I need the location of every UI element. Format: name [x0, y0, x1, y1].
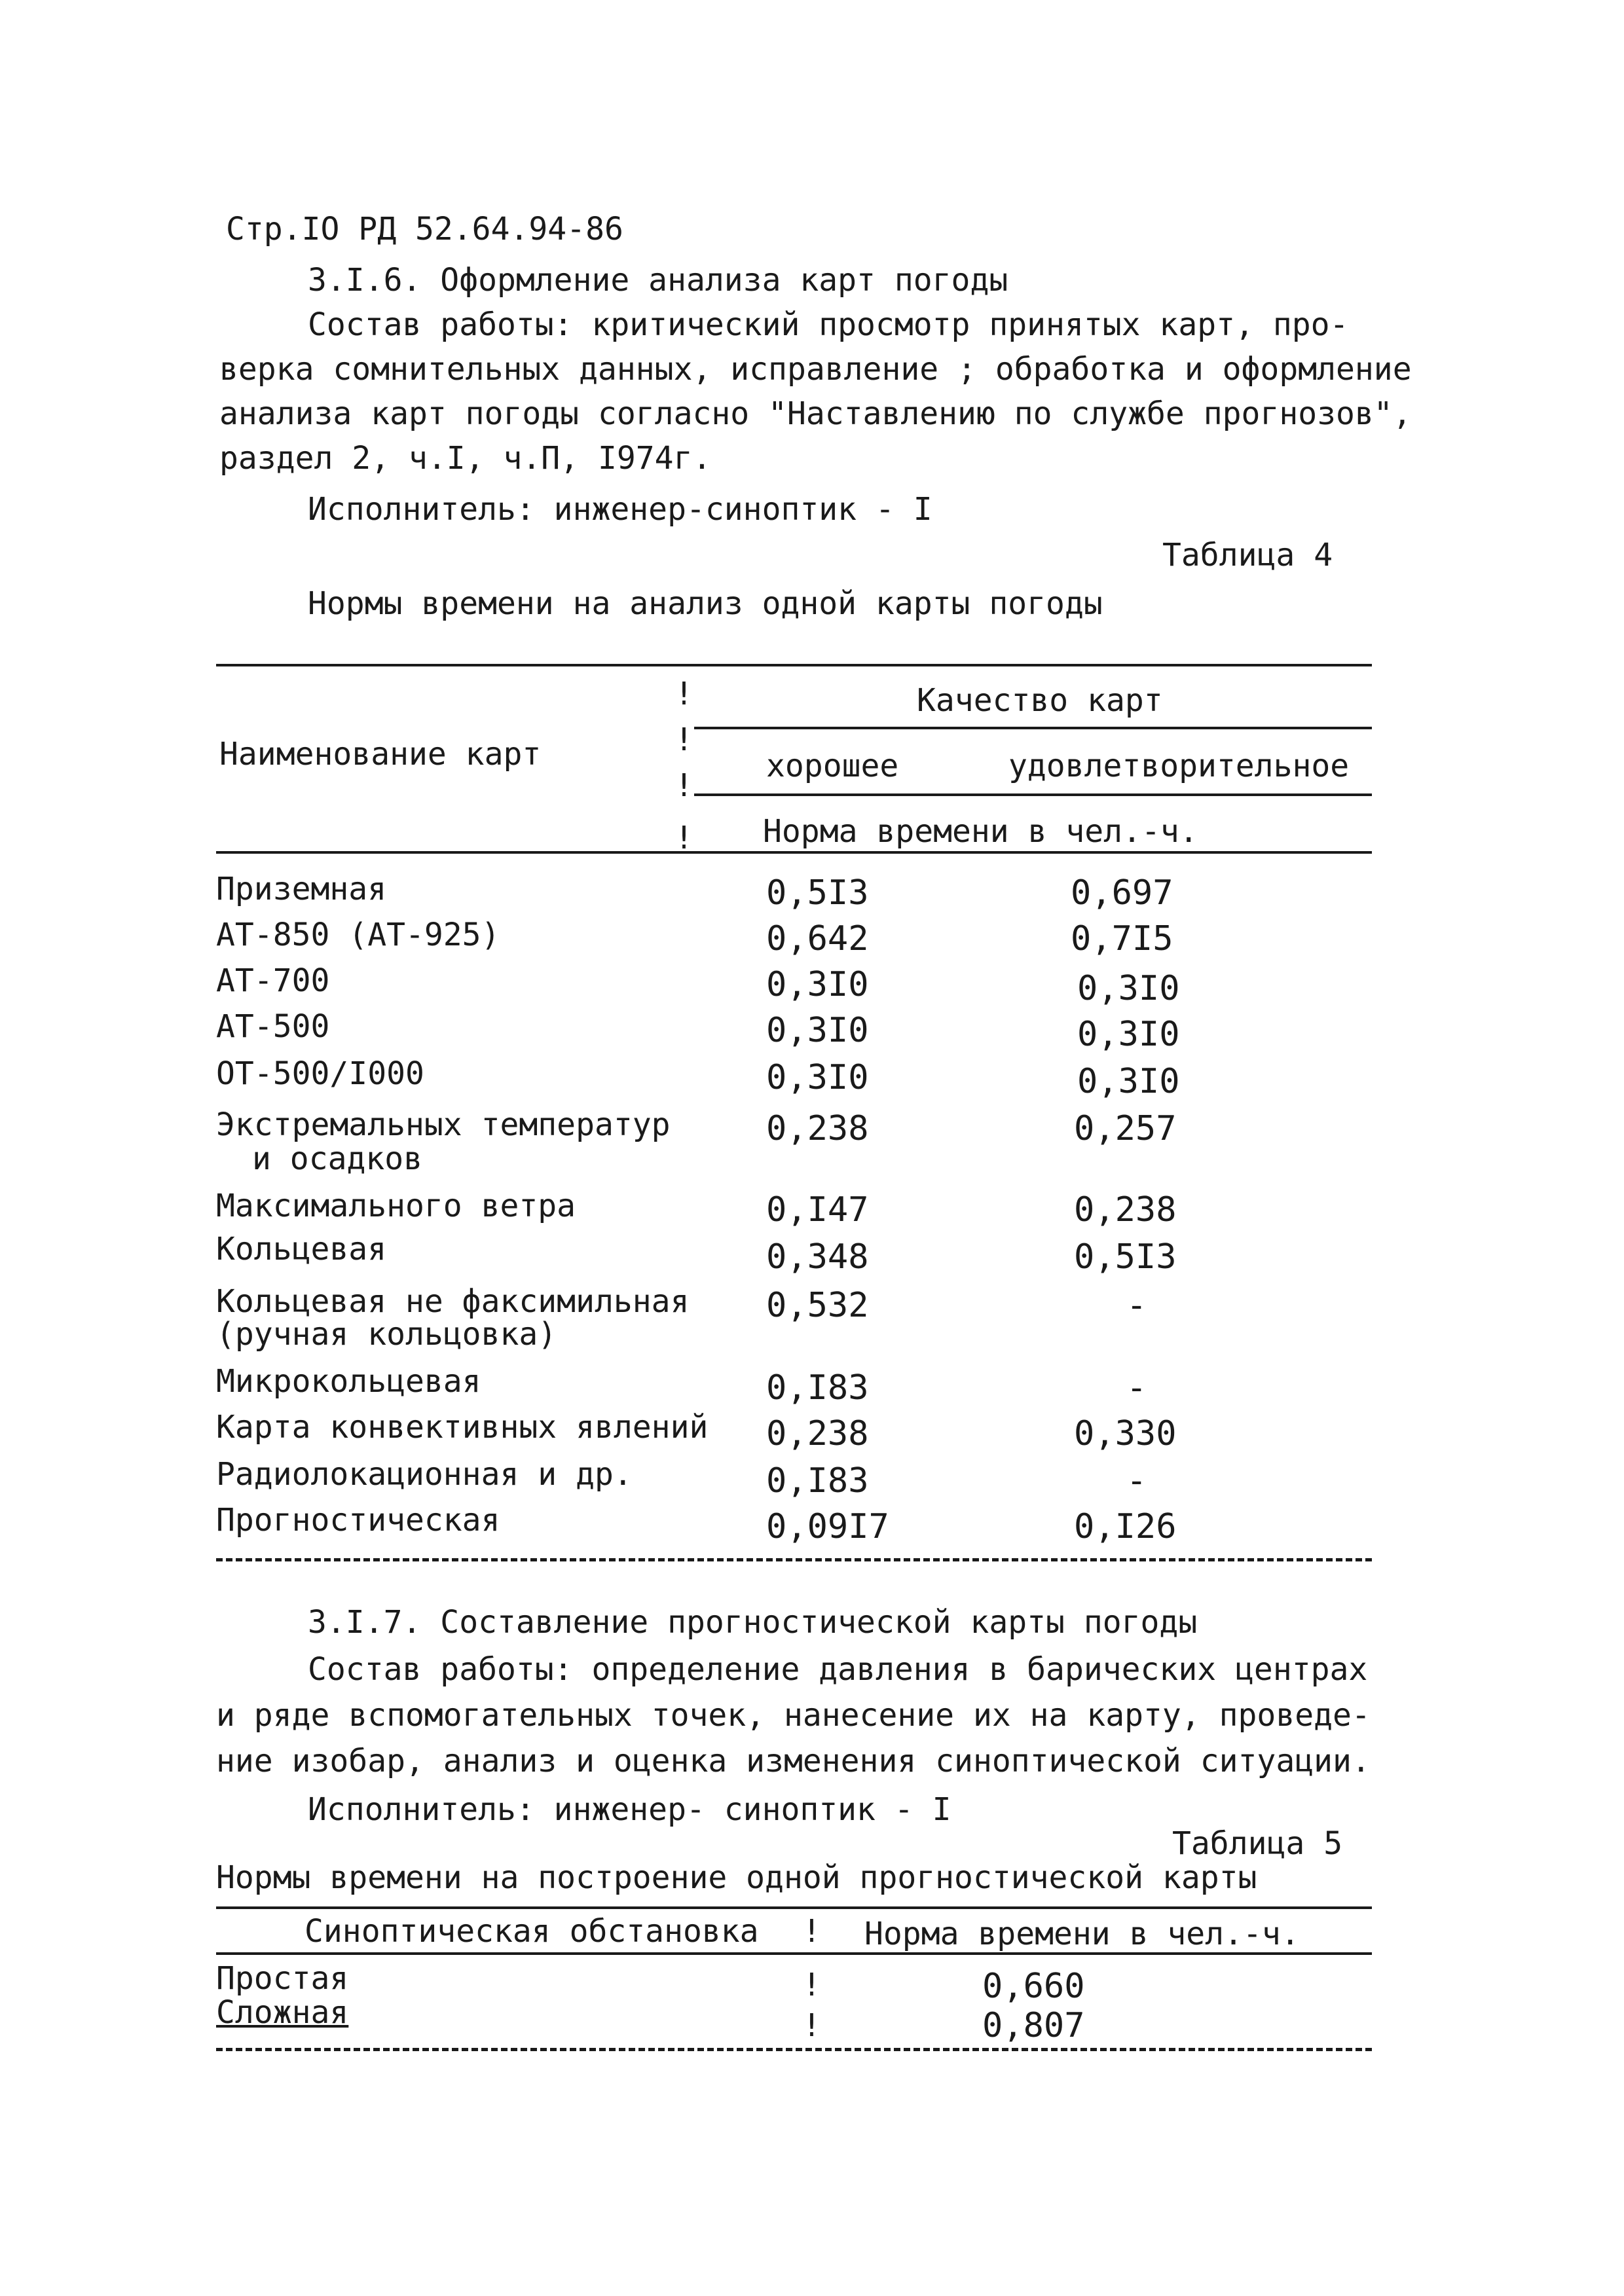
- table5-header-norm: Норма времени в чел.-ч.: [864, 1916, 1300, 1952]
- section-317-text-line: ние изобар, анализ и оценка изменения синоптической ситуации.: [216, 1743, 1371, 1779]
- table4-row-name-continued: (ручная кольцовка): [216, 1316, 557, 1353]
- table4-row-good: 0,642: [766, 919, 869, 958]
- table4-row-name: АТ-700: [216, 962, 330, 999]
- table4-row-good: 0,3I0: [766, 1011, 869, 1050]
- table4-column-separator: !: [674, 820, 693, 856]
- section-316-text-line: анализа карт погоды согласно "Наставлению по службе прогнозов",: [219, 395, 1412, 432]
- section-316-text-line: верка сомнительных данных, исправление ; обработка и оформление: [219, 351, 1412, 388]
- table4-subheader-rule: [694, 793, 1372, 796]
- section-317-title: 3.I.7. Составление прогностической карты погоды: [308, 1604, 1198, 1641]
- section-316-text-line: Состав работы: критический просмотр принятых карт, про-: [308, 306, 1349, 343]
- table4-row-good: 0,5I3: [766, 873, 869, 913]
- table5-row-situation: Сложная: [216, 1994, 349, 2031]
- table4-row-satisfactory: 0,3I0: [1077, 1015, 1180, 1054]
- table4-row-good: 0,I83: [766, 1368, 869, 1408]
- table4-row-good: 0,3I0: [766, 965, 869, 1004]
- section-317-executor: Исполнитель: инженер- синоптик - I: [308, 1791, 951, 1828]
- table4-header-norm: Норма времени в чел.-ч.: [763, 813, 1198, 850]
- table4-row-name: Карта конвективных явлений: [216, 1409, 709, 1446]
- table5-row-situation: Простая: [216, 1960, 349, 1997]
- table4-row-good: 0,238: [766, 1414, 869, 1453]
- table4-row-name: Кольцевая: [216, 1231, 387, 1267]
- table5-caption: Нормы времени на построение одной прогностической карты: [216, 1859, 1257, 1896]
- table4-row-name-continued: и осадков: [252, 1140, 423, 1177]
- table4-bottom-dashed-rule: [216, 1558, 1372, 1561]
- table4-header-bottom-rule: [216, 851, 1372, 854]
- table5-row-norm: 0,807: [982, 2006, 1085, 2045]
- table4-label: Таблица 4: [1162, 537, 1333, 574]
- table4-row-name: АТ-500: [216, 1008, 330, 1045]
- table4-row-satisfactory: 0,3I0: [1077, 969, 1180, 1008]
- table4-row-name: Максимального ветра: [216, 1188, 576, 1224]
- table4-row-satisfactory: 0,238: [1074, 1190, 1177, 1230]
- table4-row-satisfactory: 0,330: [1074, 1414, 1177, 1453]
- table4-row-name: Радиолокационная и др.: [216, 1456, 633, 1493]
- table4-column-separator: !: [674, 676, 693, 712]
- table4-row-satisfactory: 0,697: [1071, 873, 1173, 913]
- table5-label: Таблица 5: [1172, 1825, 1343, 1862]
- section-317-text-line: и ряде вспомогательных точек, нанесение их на карту, проведе-: [216, 1697, 1371, 1734]
- section-316-title: 3.I.6. Оформление анализа карт погоды: [308, 262, 1008, 299]
- table4-header-good: хорошее: [766, 748, 899, 784]
- table4-row-name: Прогностическая: [216, 1502, 500, 1539]
- table4-header-name: Наименование карт: [219, 736, 542, 773]
- table4-column-separator: !: [674, 721, 693, 758]
- table4-row-good: 0,3I0: [766, 1058, 869, 1097]
- table4-row-satisfactory: -: [1126, 1461, 1147, 1501]
- table4-row-name: АТ-850 (АТ-925): [216, 917, 500, 953]
- table4-row-name: Микрокольцевая: [216, 1363, 481, 1400]
- table4-row-good: 0,09I7: [766, 1507, 889, 1546]
- table4-column-separator: !: [674, 767, 693, 804]
- table4-row-satisfactory: 0,I26: [1074, 1507, 1177, 1546]
- table4-row-good: 0,532: [766, 1286, 869, 1325]
- table4-row-name: Приземная: [216, 871, 387, 907]
- table5-column-separator: !: [802, 2007, 821, 2044]
- table5-row-norm: 0,660: [982, 1967, 1085, 2006]
- table4-caption: Нормы времени на анализ одной карты погоды: [308, 585, 1103, 622]
- table4-row-satisfactory: 0,7I5: [1071, 919, 1173, 958]
- table4-row-good: 0,I83: [766, 1461, 869, 1501]
- section-316-executor: Исполнитель: инженер-синоптик - I: [308, 491, 932, 528]
- table4-row-good: 0,238: [766, 1109, 869, 1148]
- table5-header-situation: Синоптическая обстановка: [304, 1913, 759, 1950]
- table4-row-satisfactory: -: [1126, 1368, 1147, 1408]
- page-reference: Стр.IO РД 52.64.94-86: [226, 211, 623, 247]
- table5-bottom-dashed-rule: [216, 2048, 1372, 2051]
- table4-row-satisfactory: 0,3I0: [1077, 1062, 1180, 1101]
- table4-header-satisfactory: удовлетворительное: [1008, 748, 1350, 784]
- table4-row-satisfactory: 0,257: [1074, 1109, 1177, 1148]
- table5-column-separator: !: [802, 1967, 821, 2003]
- section-316-text-line: раздел 2, ч.I, ч.П, I974г.: [219, 440, 712, 477]
- table4-quality-rule: [694, 727, 1372, 729]
- table4-row-good: 0,348: [766, 1237, 869, 1277]
- table4-top-rule: [216, 664, 1372, 666]
- table4-row-name: Экстремальных температур: [216, 1106, 671, 1143]
- table5-top-rule: [216, 1906, 1372, 1909]
- table4-row-name: ОТ-500/I000: [216, 1055, 424, 1092]
- table4-header-quality: Качество карт: [917, 682, 1163, 719]
- table4-row-satisfactory: 0,5I3: [1074, 1237, 1177, 1277]
- table4-row-name: Кольцевая не факсимильная: [216, 1283, 690, 1320]
- section-317-text-line: Состав работы: определение давления в барических центрах: [308, 1651, 1368, 1688]
- table5-column-separator: !: [802, 1913, 821, 1950]
- table4-row-good: 0,I47: [766, 1190, 869, 1230]
- table5-header-bottom-rule: [216, 1952, 1372, 1955]
- table4-row-satisfactory: -: [1126, 1286, 1147, 1325]
